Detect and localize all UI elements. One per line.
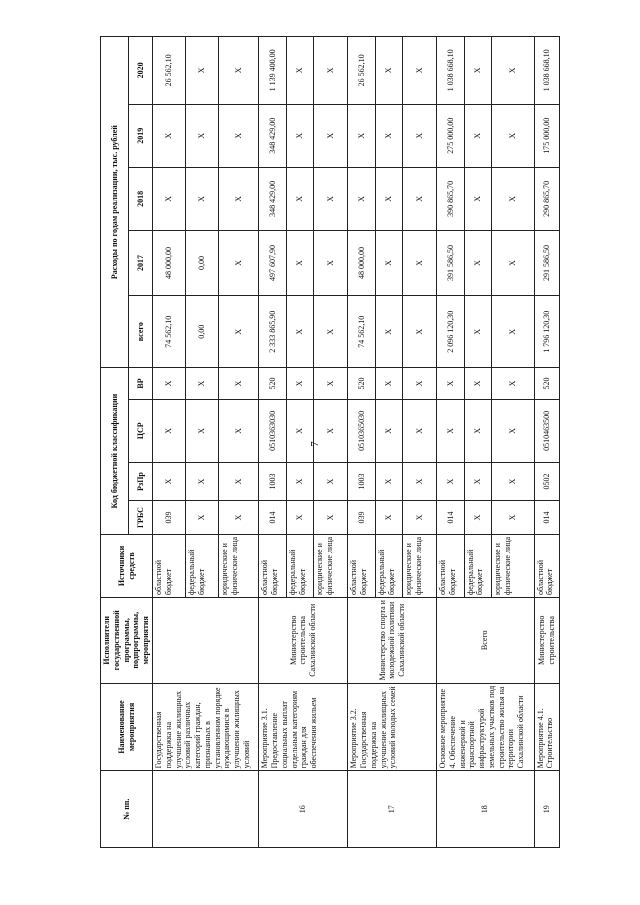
y2017-cell: X [314, 230, 348, 295]
y2018-cell: X [464, 167, 492, 230]
vr-cell: X [314, 368, 348, 400]
total-cell: 74 562,10 [348, 296, 376, 368]
vr-cell: 520 [348, 368, 376, 400]
grbs-cell: X [464, 501, 492, 535]
y2018-cell: 390 865,70 [437, 167, 465, 230]
header-2020: 2020 [129, 37, 153, 105]
rzpr-cell: X [314, 462, 348, 500]
y2019-cell: X [464, 104, 492, 167]
grbs-cell: 014 [534, 501, 560, 535]
total-cell: 2 333 865,90 [259, 296, 287, 368]
csr-cell: X [153, 399, 186, 462]
grbs-cell: X [286, 501, 314, 535]
total-cell: 2 096 120,30 [437, 296, 465, 368]
rzpr-cell: X [375, 462, 403, 500]
header-no: № пп. [101, 771, 153, 848]
vr-cell: X [492, 368, 534, 400]
grbs-cell: X [375, 501, 403, 535]
y2019-cell: X [314, 104, 348, 167]
total-cell: X [464, 296, 492, 368]
y2020-cell: X [403, 37, 437, 105]
y2017-cell: X [492, 230, 534, 295]
rzpr-cell: X [492, 462, 534, 500]
source: федеральный бюджет [185, 534, 218, 597]
source: федеральный бюджет [286, 534, 314, 597]
total-cell: X [492, 296, 534, 368]
y2019-cell: 348 429,00 [259, 104, 287, 167]
csr-cell: X [464, 399, 492, 462]
grbs-cell: 039 [153, 501, 186, 535]
row-number: 17 [348, 771, 437, 848]
csr-cell: X [403, 399, 437, 462]
rzpr-cell: 1003 [259, 462, 287, 500]
y2017-cell: 48 000,00 [348, 230, 376, 295]
y2017-cell: 0,00 [185, 230, 218, 295]
y2018-cell: X [348, 167, 376, 230]
y2020-cell: 1 038 668,10 [534, 37, 560, 105]
y2019-cell: X [218, 104, 259, 167]
measure-name: Мероприятие 4.1. Строительство [534, 683, 560, 771]
y2019-cell: X [286, 104, 314, 167]
csr-cell: X [185, 399, 218, 462]
total-cell: X [314, 296, 348, 368]
y2018-cell: X [492, 167, 534, 230]
y2017-cell: 291 586,50 [534, 230, 560, 295]
source: юридические и физические лица [403, 534, 437, 597]
page-number: 7 [308, 441, 321, 447]
vr-cell: 520 [534, 368, 560, 400]
table-row [534, 37, 560, 848]
header-grbs: ГРБС [129, 501, 153, 535]
executor: Министерство спорта и молодежной политики Сахалинской области [348, 597, 437, 683]
header-name: Наименование мероприятия [101, 683, 153, 771]
y2018-cell: 348 429,00 [259, 167, 287, 230]
vr-cell: X [153, 368, 186, 400]
rotated-page [92, 0, 562, 858]
y2019-cell: X [492, 104, 534, 167]
rzpr-cell: X [185, 462, 218, 500]
csr-cell: X [218, 399, 259, 462]
csr-cell: X [492, 399, 534, 462]
header-source: Источники средств [101, 534, 153, 597]
rzpr-cell: 1003 [348, 462, 376, 500]
y2020-cell: X [464, 37, 492, 105]
y2017-cell: 391 586,50 [437, 230, 465, 295]
y2020-cell: X [314, 37, 348, 105]
csr-cell: X [375, 399, 403, 462]
rzpr-cell: X [464, 462, 492, 500]
y2018-cell: X [185, 167, 218, 230]
vr-cell: X [185, 368, 218, 400]
y2019-cell: X [403, 104, 437, 167]
y2019-cell: X [153, 104, 186, 167]
y2019-cell: 275 000,00 [437, 104, 465, 167]
rzpr-cell: X [153, 462, 186, 500]
source: областной бюджет [348, 534, 376, 597]
executor: Министерство строительства Сахалинской области [259, 597, 348, 683]
y2018-cell: X [286, 167, 314, 230]
csr-cell: X [286, 399, 314, 462]
y2017-cell: X [218, 230, 259, 295]
csr-cell: 0510463500 [534, 399, 560, 462]
y2020-cell: 26 562,10 [153, 37, 186, 105]
header-expenses: Расходы по годам реализации, тыс. рублей [101, 37, 129, 368]
source: областной бюджет [437, 534, 465, 597]
y2020-cell: X [375, 37, 403, 105]
y2018-cell: X [314, 167, 348, 230]
grbs-cell: X [314, 501, 348, 535]
source: юридические и физические лица [492, 534, 534, 597]
header-2019: 2019 [129, 104, 153, 167]
vr-cell: X [403, 368, 437, 400]
y2018-cell: 290 865,70 [534, 167, 560, 230]
y2017-cell: X [375, 230, 403, 295]
table-row [348, 37, 376, 848]
rzpr-cell: X [437, 462, 465, 500]
table-row [259, 37, 287, 848]
rzpr-cell: X [218, 462, 259, 500]
csr-cell: X [314, 399, 348, 462]
y2017-cell: 48 000,00 [153, 230, 186, 295]
executor [153, 597, 259, 683]
executor: Министерство строительства [534, 597, 560, 683]
total-cell: X [375, 296, 403, 368]
total-cell: 1 796 120,30 [534, 296, 560, 368]
source: областной бюджет [534, 534, 560, 597]
header-budget-code: Код бюджетной классификации [101, 368, 129, 535]
measure-name: Основное мероприятие 4. Обеспечение инженерной и транспортной инфраструктурой земельных участков под строительство жилья на территории Сахалинской области [437, 683, 534, 771]
y2020-cell: 1 139 400,00 [259, 37, 287, 105]
source: областной бюджет [153, 534, 186, 597]
y2018-cell: X [375, 167, 403, 230]
total-cell: X [218, 296, 259, 368]
y2020-cell: 1 038 668,10 [437, 37, 465, 105]
y2019-cell: X [375, 104, 403, 167]
source: федеральный бюджет [464, 534, 492, 597]
rzpr-cell: X [286, 462, 314, 500]
y2017-cell: X [403, 230, 437, 295]
y2017-cell: 497 607,90 [259, 230, 287, 295]
y2019-cell: 175 000,00 [534, 104, 560, 167]
vr-cell: 520 [259, 368, 287, 400]
total-cell: X [286, 296, 314, 368]
y2020-cell: 26 562,10 [348, 37, 376, 105]
grbs-cell: X [403, 501, 437, 535]
y2020-cell: X [492, 37, 534, 105]
vr-cell: X [464, 368, 492, 400]
grbs-cell: 039 [348, 501, 376, 535]
grbs-cell: X [185, 501, 218, 535]
source: областной бюджет [259, 534, 287, 597]
y2017-cell: X [286, 230, 314, 295]
row-number: 18 [437, 771, 534, 848]
y2018-cell: X [153, 167, 186, 230]
csr-cell: 0510365030 [348, 399, 376, 462]
header-2017: 2017 [129, 230, 153, 295]
vr-cell: X [437, 368, 465, 400]
grbs-cell: 014 [437, 501, 465, 535]
y2019-cell: X [348, 104, 376, 167]
vr-cell: X [375, 368, 403, 400]
measure-name: Мероприятие 3.2. Государственная поддержка на улучшение жилищных условий молодых семей [348, 683, 437, 771]
rzpr-cell: 0502 [534, 462, 560, 500]
y2018-cell: X [403, 167, 437, 230]
y2017-cell: X [464, 230, 492, 295]
executor: Всего [437, 597, 534, 683]
budget-table [100, 36, 560, 848]
vr-cell: X [218, 368, 259, 400]
header-rzpr: РзПр [129, 462, 153, 500]
csr-cell: X [437, 399, 465, 462]
measure-name: Мероприятие 3.1. Предоставление социальных выплат отдельным категориям граждан для обеспечения жильем [259, 683, 348, 771]
source: федеральный бюджет [375, 534, 403, 597]
header-2018: 2018 [129, 167, 153, 230]
row-number: 19 [534, 771, 560, 848]
y2018-cell: X [218, 167, 259, 230]
header-csr: ЦСР [129, 399, 153, 462]
y2020-cell: X [218, 37, 259, 105]
y2020-cell: X [286, 37, 314, 105]
rzpr-cell: X [403, 462, 437, 500]
header-vr: ВР [129, 368, 153, 400]
grbs-cell: X [492, 501, 534, 535]
table-row [437, 37, 465, 848]
y2020-cell: X [185, 37, 218, 105]
measure-name: Государственная поддержка на улучшение жилищных условий различных категорий граждан, признанных в установленном порядке нуждающимися в улучшении жилищных условий [153, 683, 259, 771]
vr-cell: X [286, 368, 314, 400]
row-number: 16 [259, 771, 348, 848]
table-row [153, 37, 186, 848]
csr-cell: 0510363030 [259, 399, 287, 462]
row-number [153, 771, 259, 848]
total-cell: 0,00 [185, 296, 218, 368]
total-cell: X [403, 296, 437, 368]
total-cell: 74 562,10 [153, 296, 186, 368]
header-executor: Исполнители государственной программы, подпрограммы, мероприятия [101, 597, 153, 683]
grbs-cell: X [218, 501, 259, 535]
grbs-cell: 014 [259, 501, 287, 535]
source: юридические и физические лица [218, 534, 259, 597]
y2019-cell: X [185, 104, 218, 167]
header-total: всего [129, 296, 153, 368]
source: юридические и физические лица [314, 534, 348, 597]
